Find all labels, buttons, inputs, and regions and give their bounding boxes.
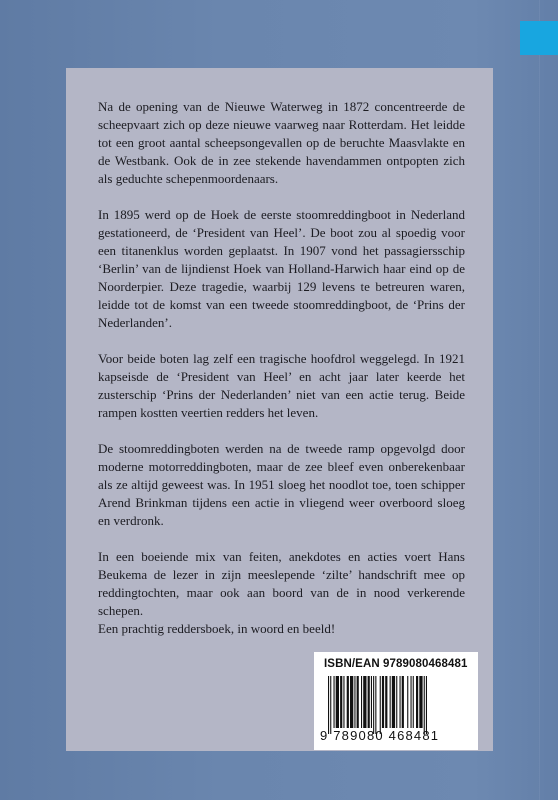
barcode-bar-2 [334,676,335,728]
color-tab [520,21,558,55]
barcode-bar-20 [392,676,395,728]
barcode-bar-9 [357,676,359,728]
barcode-bar-24 [407,676,408,728]
barcode-bar-28 [419,676,422,728]
barcode-bar-23 [402,676,404,728]
barcode-bar-29 [424,676,425,734]
barcode-bar-12 [368,676,370,728]
blurb-text [98,98,465,638]
barcode-bar-30 [426,676,427,734]
barcode-bar-14 [373,676,374,734]
blurb-paragraph-3: Voor beide boten lag zelf een tragische hoofdrol weggelegd. In 1921 kapseisde de ‘President van Heel’ en acht jaar later keerde het zusterschip ‘Prins der Nederlanden’ niet van een actie terug. Beide rampen kostten veertien redders het leven. [98,351,465,420]
barcode-digits: 9 789080 468481 [320,728,440,743]
barcode-bar-21 [396,676,397,728]
isbn-text: ISBN/EAN 9789080468481 [324,658,468,670]
barcode-bar-7 [350,676,353,728]
barcode-bar-6 [347,676,349,728]
barcode-bar-15 [375,676,376,734]
barcode-bar-13 [371,676,372,728]
barcode-bar-16 [380,676,381,734]
blurb-paragraph-4: De stoomreddingboten werden na de tweede ramp opgevolgd door moderne motorreddingboten, maar de zee bleef even onberekenbaar als ze altijd geweest was. In 1951 sloeg het noodlot toe, toen schipper Arend Brinkman tijdens een actie in vliegend weer overboord sloeg en verdronk. [98,441,465,528]
barcode-bar-0 [328,676,329,734]
barcode-bar-27 [416,676,418,728]
blurb-closing-line: Een prachtig reddersboek, in woord en beeld! [98,621,336,636]
barcode-bar-25 [411,676,412,728]
barcode-bar-3 [336,676,339,728]
blurb-paragraph-5: In een boeiende mix van feiten, anekdotes en acties voert Hans Beukema de lezer in zijn meeslepende ‘zilte’ handschrift mee op reddingtochten, maar ook aan boord van de in nood verkerende schepen. [98,549,465,618]
barcode-bar-26 [413,676,414,728]
blurb-paragraph-1: Na de opening van de Nieuwe Waterweg in 1872 concentreerde de scheepvaart zich op deze nieuwe vaarweg naar Rotterdam. Het leidde tot een groot aantal scheepsongevallen op de beruchte Maasvlakte en de Westbank. Ook de in zee stekende havendammen ontpopten zich als geduchte schepenmoordenaars. [98,99,465,186]
barcode-bar-4 [340,676,342,728]
barcode-bar-19 [390,676,391,728]
barcode-bar-17 [382,676,384,728]
blurb-paragraph-2: In 1895 werd op de Hoek de eerste stoomreddingboot in Nederland gestationeerd, de ‘President van Heel’. De boot zou al spoedig voor een titanenklus worden geplaatst. In 1907 vond het passagiersschip ‘Berlin’ van de lijndienst Hoek van Holland-Harwich haar eind op de Noorderpier. Deze tragedie, waarbij 129 levens te betreuren waren, leidde tot de komst van een tweede stoomreddingboot, de ‘Prins der Nederlanden’. [98,207,465,330]
barcode-bar-11 [363,676,366,728]
barcode-bar-18 [385,676,387,728]
barcode-bar-10 [361,676,362,728]
spine-edge [539,0,540,800]
barcode-bar-8 [354,676,355,728]
barcode-bar-1 [330,676,331,734]
barcode-bars [328,676,464,734]
barcode-bar-22 [400,676,401,728]
barcode-bar-5 [343,676,344,728]
barcode-label [314,652,478,750]
